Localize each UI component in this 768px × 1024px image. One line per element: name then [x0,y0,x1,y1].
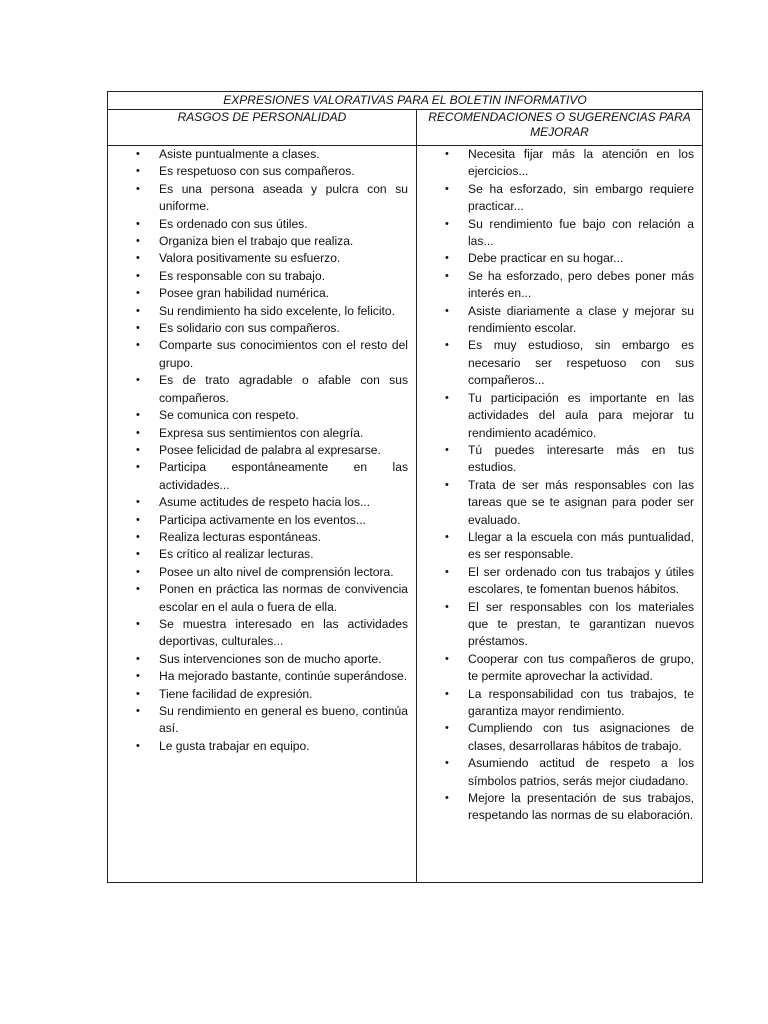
personality-trait-item [108,216,416,233]
recommendation-item [417,790,702,825]
recommendation-item [417,599,702,651]
bullet-icon: • [136,548,140,561]
bullet-icon: • [445,339,449,352]
personality-trait-item-text: Se comunica con respeto. [159,408,299,423]
bullet-icon: • [445,600,449,613]
personality-trait-item [108,163,416,180]
personality-traits-list [108,146,416,755]
recommendations-list [417,146,702,825]
recommendation-item [417,390,702,442]
recommendation-item-text: Asumiendo actitud de respeto a los símbolos patrios, serás mejor ciudadano. [468,756,694,788]
bullet-icon: • [136,304,140,317]
bullet-icon: • [445,565,449,578]
personality-trait-item [108,651,416,668]
personality-trait-item-text: Asiste puntualmente a clases. [159,147,320,161]
bullet-icon: • [136,687,140,700]
personality-trait-item-text: Es una persona aseada y pulcra con su uniforme. [159,181,408,214]
personality-trait-item [108,738,416,755]
recommendation-item-text: Mejore la presentación de sus trabajos, respetando las normas de su elaboración. [468,791,694,823]
personality-trait-item-text: Tiene facilidad de expresión. [159,686,313,701]
recommendation-item-text: Trata de ser más responsables con las tareas que se te asignan para poder ser evaluado. [468,477,694,527]
personality-trait-item-text: Es crítico al realizar lecturas. [159,547,314,562]
personality-trait-item-text: Participa activamente en los eventos... [159,512,367,527]
personality-trait-item [108,372,416,407]
bullet-icon: • [136,496,140,509]
personality-trait-item-text: Ha mejorado bastante, continúe superándose. [159,669,408,684]
column-header-personality-traits: RASGOS DE PERSONALIDAD [108,110,417,146]
bullet-icon: • [136,409,140,422]
personality-trait-item [108,442,416,459]
personality-trait-item-text: Su rendimiento ha sido excelente, lo felicito. [159,303,395,318]
bullet-icon: • [136,182,140,195]
bullet-icon: • [136,565,140,578]
recommendation-item-text: Debe practicar en su hogar... [468,251,624,266]
recommendation-item-text: Cumpliendo con tus asignaciones de clases, desarrollaras hábitos de trabajo. [468,721,694,753]
personality-trait-item-text: Se muestra interesado en las actividades deportivas, culturales... [159,616,408,649]
bullet-icon: • [445,722,449,735]
personality-trait-item-text: Ponen en práctica las normas de convivencia escolar en el aula o fuera de ella. [159,582,408,614]
column-header-recommendations: RECOMENDACIONES O SUGERENCIAS PARA MEJORAR [417,110,703,146]
recommendation-item [417,337,702,389]
recommendation-item [417,250,702,267]
recommendation-item-text: Su rendimiento fue bajo con relación a las... [468,216,694,249]
personality-trait-item-text: Su rendimiento en general es bueno, continúa así. [159,704,408,736]
recommendation-item-text: Se ha esforzado, sin embargo requiere practicar... [468,181,694,214]
bullet-icon: • [136,287,140,300]
bullet-icon: • [136,252,140,265]
bullet-icon: • [445,652,449,665]
recommendation-item-text: Tú puedes interesarte más en tus estudios. [468,442,694,475]
bullet-icon: • [136,739,140,752]
bullet-icon: • [136,583,140,596]
personality-trait-item-text: Valora positivamente su esfuerzo. [159,251,341,266]
personality-trait-item [108,233,416,250]
recommendation-item [417,686,702,721]
personality-trait-item [108,407,416,424]
bullet-icon: • [136,269,140,282]
personality-trait-item-text: Sus intervenciones son de mucho aporte. [159,651,382,666]
personality-trait-item-text: Es de trato agradable o afable con sus compañeros. [159,373,408,405]
personality-trait-item [108,268,416,285]
recommendation-item [417,268,702,303]
personality-trait-item-text: Comparte sus conocimientos con el resto del grupo. [159,338,408,370]
recommendation-item [417,181,702,216]
recommendation-item-text: Cooperar con tus compañeros de grupo, te permite aprovechar la actividad. [468,651,694,684]
personality-trait-item [108,546,416,563]
personality-trait-item-text: Participa espontáneamente en las actividades... [159,460,408,492]
personality-trait-item [108,686,416,703]
bullet-icon: • [445,252,449,265]
recommendation-item-text: La responsabilidad con tus trabajos, te garantiza mayor rendimiento. [468,686,694,718]
recommendation-item [417,477,702,529]
bullet-icon: • [136,217,140,230]
bullet-icon: • [445,304,449,317]
bullet-icon: • [445,148,449,160]
recommendation-item [417,564,702,599]
personality-trait-item [108,581,416,616]
bullet-icon: • [445,391,449,404]
bullet-icon: • [136,461,140,474]
bullet-icon: • [445,792,449,805]
recommendation-item [417,216,702,251]
recommendation-item-text: El ser ordenado con tus trabajos y útiles escolares, te fomentan buenos hábitos. [468,564,694,597]
recommendation-item [417,651,702,686]
bullet-icon: • [445,478,449,491]
bullet-icon: • [136,374,140,387]
personality-trait-item-text: Posee felicidad de palabra al expresarse. [159,442,381,457]
recommendation-item-text: Llegar a la escuela con más puntualidad, es ser responsable. [468,529,694,562]
personality-trait-item-text: Realiza lecturas espontáneas. [159,529,322,544]
bullet-icon: • [136,322,140,335]
personality-trait-item-text: Es solidario con sus compañeros. [159,321,340,336]
table-body-row [108,146,703,883]
recommendation-item [417,442,702,477]
bullet-icon: • [136,235,140,248]
bullet-icon: • [136,670,140,683]
recommendation-item-text: Se ha esforzado, pero debes poner más interés en... [468,268,694,301]
bullet-icon: • [445,182,449,195]
recommendation-item [417,146,702,181]
personality-trait-item-text: Le gusta trabajar en equipo. [159,738,310,753]
recommendation-item-text: Tu participación es importante en las actividades del aula para mejorar tu rendimiento académico. [468,390,694,440]
table-title: EXPRESIONES VALORATIVAS PARA EL BOLETIN INFORMATIVO [108,92,703,110]
recommendation-item [417,720,702,755]
personality-trait-item [108,494,416,511]
personality-trait-item [108,529,416,546]
personality-trait-item [108,703,416,738]
recommendation-item-text: Asiste diariamente a clase y mejorar su rendimiento escolar. [468,303,694,336]
personality-trait-item-text: Asume actitudes de respeto hacia los... [159,495,371,510]
personality-trait-item [108,146,416,163]
personality-traits-cell [108,146,417,883]
bullet-icon: • [136,513,140,526]
personality-trait-item [108,320,416,337]
personality-trait-item-text: Posee un alto nivel de comprensión lectora. [159,564,394,579]
bullet-icon: • [136,339,140,352]
personality-trait-item-text: Expresa sus sentimientos con alegría. [159,425,364,440]
personality-trait-item [108,616,416,651]
bullet-icon: • [445,269,449,282]
personality-trait-item [108,425,416,442]
bullet-icon: • [445,687,449,700]
personality-trait-item-text: Posee gran habilidad numérica. [159,286,330,301]
personality-trait-item [108,459,416,494]
personality-trait-item-text: Es respetuoso con sus compañeros. [159,164,355,179]
bullet-icon: • [445,217,449,230]
personality-trait-item [108,512,416,529]
bullet-icon: • [136,426,140,439]
evaluation-expressions-table [107,91,703,883]
personality-trait-item-text: Organiza bien el trabajo que realiza. [159,234,354,249]
personality-trait-item-text: Es responsable con su trabajo. [159,268,326,283]
personality-trait-item-text: Es ordenado con sus útiles. [159,216,308,231]
bullet-icon: • [445,530,449,543]
bullet-icon: • [136,617,140,630]
bullet-icon: • [445,757,449,770]
personality-trait-item [108,668,416,685]
recommendation-item-text: Necesita fijar más la atención en los ejercicios... [468,147,694,179]
bullet-icon: • [136,705,140,717]
recommendation-item [417,529,702,564]
personality-trait-item [108,564,416,581]
recommendation-item [417,303,702,338]
personality-trait-item [108,285,416,302]
bullet-icon: • [136,148,140,160]
recommendations-cell [417,146,703,883]
table-title-row [108,92,703,110]
recommendation-item-text: Es muy estudioso, sin embargo es necesario ser respetuoso con sus compañeros... [468,338,694,388]
personality-trait-item [108,181,416,216]
personality-trait-item [108,337,416,372]
personality-trait-item [108,250,416,267]
bullet-icon: • [136,652,140,665]
recommendation-item [417,755,702,790]
bullet-icon: • [136,165,140,178]
bullet-icon: • [136,443,140,456]
recommendation-item-text: El ser responsables con los materiales que te prestan, te garantizan nuevos préstamos. [468,599,694,649]
bullet-icon: • [445,443,449,456]
table-header-row [108,110,703,146]
personality-trait-item [108,303,416,320]
bullet-icon: • [136,530,140,543]
